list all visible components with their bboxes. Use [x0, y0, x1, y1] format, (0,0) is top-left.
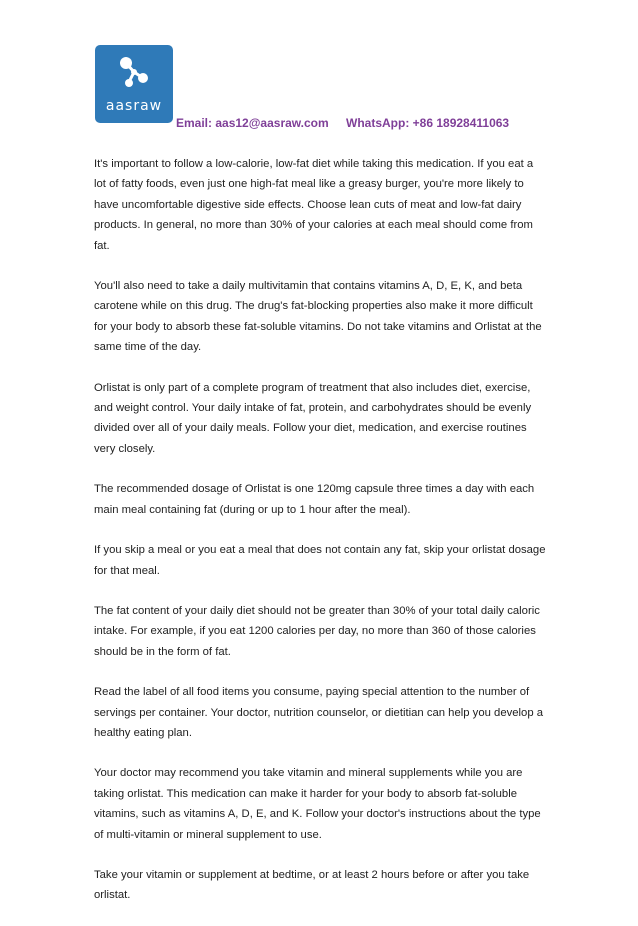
paragraph: Orlistat is only part of a complete program of treatment that also includes diet, exercise, and weight control. Your daily intake of fat, protein, and carbohydrates should be evenly divided over all of your daily meals. Follow your diet, medication, and exercise routines very closely. — [94, 381, 532, 455]
molecule-icon — [95, 45, 173, 99]
paragraph: Take your vitamin or supplement at bedtime, or at least 2 hours before or after you take orlistat. — [94, 868, 530, 902]
contact-whatsapp[interactable]: WhatsApp: +86 18928411063 — [346, 116, 510, 130]
aasraw-logo — [95, 45, 173, 123]
paragraph: Your doctor may recommend you take vitamin and mineral supplements while you are taking orlistat. This medication can make it harder for your body to absorb fat-soluble vitamins, such as vitamins A, D, E, and K. Follow your doctor's instructions about the type of multi-vitamin or mineral supplement to use. — [94, 767, 541, 841]
paragraph: The recommended dosage of Orlistat is one 120mg capsule three times a day with each main meal containing fat (during or up to 1 hour after the meal). — [94, 483, 535, 516]
logo-wordmark: aasraw — [105, 98, 163, 114]
paragraph: You'll also need to take a daily multivitamin that contains vitamins A, D, E, K, and beta carotene while on this drug. The drug's fat-blocking properties also make it more difficult for your body to absorb these fat-soluble vitamins. Do not take vitamins and Orlistat at the same time of the day. — [94, 280, 542, 354]
paragraph: It's important to follow a low-calorie, low-fat diet while taking this medication. If you eat a lot of fatty foods, even just one high-fat meal like a greasy burger, you're more likely to have uncomfortable digestive side effects. Choose lean cuts of meat and low-fat dairy products. In general, no more than 30% of your calories at each meal should come from fat. — [94, 158, 534, 252]
paragraph: The fat content of your daily diet should not be greater than 30% of your total daily caloric intake. For example, if you eat 1200 calories per day, no more than 360 of those calories should be in the form of fat. — [94, 604, 540, 658]
contact-email[interactable]: Email: aas12@aasraw.com — [176, 116, 329, 130]
paragraph: Read the label of all food items you consume, paying special attention to the number of servings per container. Your doctor, nutrition counselor, or dietitian can help you develop a healthy eating plan. — [94, 686, 544, 739]
document-body — [94, 154, 546, 926]
paragraph: If you skip a meal or you eat a meal that does not contain any fat, skip your orlistat dosage for that meal. — [94, 544, 546, 577]
